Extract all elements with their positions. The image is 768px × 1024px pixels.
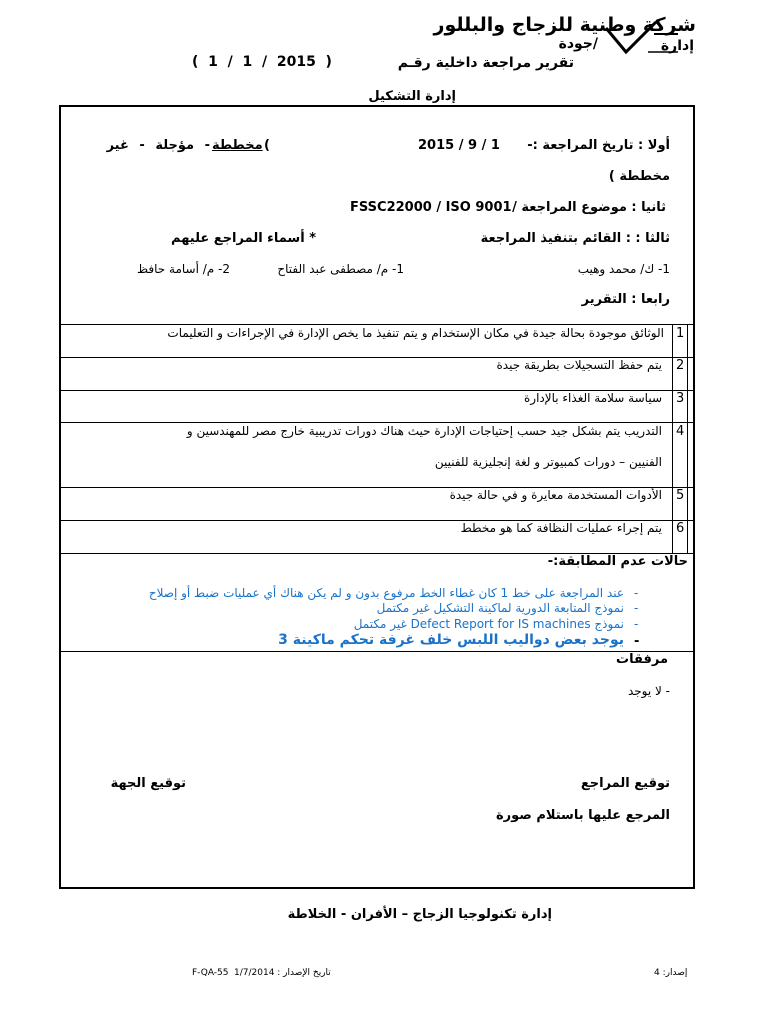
nc-item: نموذج Defect Report for IS machines غير مكتمل	[353, 617, 624, 631]
audit-subject-value: FSSC22000 / ISO 9001	[350, 200, 512, 215]
finding-text: يتم حفظ التسجيلات بطريقة جيدة	[496, 358, 662, 372]
nc-dash: -	[634, 586, 639, 600]
quality-label: /جودة	[558, 36, 598, 52]
finding-text: يتم إجراء عمليات النظافة كما هو مخطط	[460, 521, 662, 535]
executor-name: 1- ك/ محمد وهيب	[577, 262, 670, 276]
finding-text: الوثائق موجودة بحالة جيدة في مكان الإستخدام و يتم تنفيذ ما يخص الإدارة في الإجراءات و التعليمات	[167, 326, 664, 340]
attachments-title: مرفقات	[616, 652, 668, 667]
nonconformities-title: حالات عدم المطابقة:-	[547, 554, 688, 569]
issue-date: تاريخ الإصدار : 1/7/2014	[234, 968, 331, 978]
table-right-border	[687, 324, 688, 553]
finding-number: 5	[676, 488, 685, 503]
finding-text: التدريب يتم بشكل جيد حسب إحتياجات الإدارة حيث هناك دورات تدريبية خارج مصر للمهندسين و	[186, 424, 662, 438]
report-number: ( 1 / 1 / 2015 )	[192, 54, 332, 70]
finding-number: 1	[676, 326, 685, 341]
auditor-signature-label: توقيع المراجع	[580, 776, 670, 791]
company-name: شركة وطنية للزجاج والبللور	[433, 14, 696, 36]
report-label: رابعا : التقرير	[581, 292, 670, 307]
nc-item: عند المراجعة على خط 1 كان غطاء الخط مرفوع بدون و لم يكن هناك أي عمليات ضبط أو إصلاح	[148, 586, 624, 600]
table-row-divider	[59, 422, 695, 423]
report-title: تقرير مراجعة داخلية رقـم	[397, 55, 574, 71]
finding-text: الأدوات المستخدمة معايرة و في حالة جيدة	[449, 488, 662, 502]
auditee-1: 1- م/ مصطفى عبد الفتاح	[277, 262, 404, 276]
nc-dash: -	[634, 617, 639, 631]
nc-item: نموذج المتابعة الدورية لماكينة التشكيل غير مكتمل	[376, 601, 624, 615]
finding-number: 3	[676, 391, 685, 406]
nc-item: يوجد بعض دواليب اللبس خلف غرفة تحكم ماكينة 3	[278, 632, 624, 648]
audit-type-rest: - مؤجلة - غير	[106, 138, 210, 153]
section-title: إدارة التشكيل	[368, 89, 456, 104]
audit-type-planned: مخططة	[212, 138, 263, 153]
company-logo	[604, 18, 684, 58]
finding-text: سياسة سلامة الغذاء بالإدارة	[524, 391, 662, 405]
nc-dash: -	[634, 634, 640, 649]
finding-number: 6	[676, 521, 685, 536]
audit-date-value: 1 / 9 / 2015	[418, 138, 500, 153]
doc-code: F-QA-55	[192, 968, 229, 978]
table-number-column-divider	[672, 324, 673, 553]
entity-signature-label: توقيع الجهة	[110, 776, 186, 791]
finding-text-continued: الفنيين – دورات كمبيوتر و لغة إنجليزية للفنيين	[434, 455, 662, 469]
executor-label: ثالثا : : القائم بتنفيذ المراجعة	[480, 231, 670, 246]
audit-type-unplanned: مخططة )	[608, 169, 670, 184]
audit-date-label: أولا : تاريخ المراجعة :-	[527, 138, 670, 153]
nc-dash: -	[634, 601, 639, 615]
finding-number: 4	[676, 424, 685, 439]
audit-subject-label: ثانيا : موضوع المراجعة /	[512, 200, 666, 215]
auditees-label: * أسماء المراجع عليهم	[171, 231, 316, 246]
attachments-divider	[59, 651, 695, 652]
audit-type-open: (	[264, 138, 270, 153]
receipt-label: المرجع عليها باستلام صورة	[495, 808, 670, 823]
department-label: إدارة	[660, 38, 694, 54]
table-border-top	[59, 324, 695, 325]
issue-number: إصدار: 4	[654, 968, 688, 978]
finding-number: 2	[676, 358, 685, 373]
attachments-item: - لا يوجد	[627, 684, 670, 698]
footer-department: إدارة تكنولوجيا الزجاج – الأفران - الخلاطة	[287, 907, 552, 922]
auditee-2: 2- م/ أسامة حافظ	[137, 262, 230, 276]
